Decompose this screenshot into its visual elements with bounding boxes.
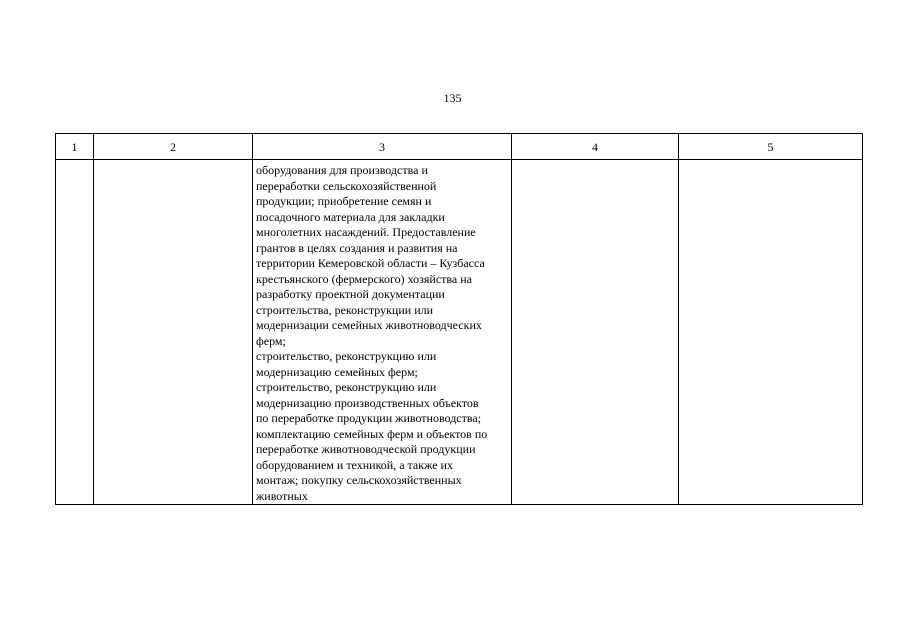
column-header-5: 5 xyxy=(679,134,863,160)
document-table xyxy=(55,133,863,505)
text-line: ферм; xyxy=(256,333,286,348)
text-line: продукции; приобретение семян и xyxy=(256,194,432,208)
table-cell-col1 xyxy=(56,160,94,505)
text-line: строительство, реконструкцию или xyxy=(256,380,437,394)
text-line: строительства, реконструкции или xyxy=(256,302,434,317)
text-line: грантов в целях создания и развития на xyxy=(256,240,458,255)
text-line: модернизацию производственных объектов xyxy=(256,395,479,410)
table-header-row xyxy=(56,134,863,160)
text-line: комплектацию семейных ферм и объектов по xyxy=(256,426,488,441)
column-header-1: 1 xyxy=(56,134,94,160)
text-line: монтаж; покупку сельскохозяйственных xyxy=(256,473,462,487)
text-line: переработке животноводческой продукции xyxy=(256,442,476,456)
text-line: крестьянского (фермерского) хозяйства на xyxy=(256,271,472,286)
text-line: разработку проектной документации xyxy=(256,287,445,301)
table-cell-col2 xyxy=(94,160,253,505)
table-row xyxy=(56,160,863,505)
text-line: переработки сельскохозяйственной xyxy=(256,178,437,193)
cell-text-block xyxy=(253,160,511,504)
text-line: оборудованием и техникой, а также их xyxy=(256,457,453,472)
text-line: оборудования для производства и xyxy=(256,163,428,177)
text-line: строительство, реконструкцию или xyxy=(256,349,437,363)
text-line: животных xyxy=(256,488,308,503)
table-cell-col4 xyxy=(512,160,679,505)
column-header-2: 2 xyxy=(94,134,253,160)
page-number: 135 xyxy=(443,91,462,105)
table-cell-col3 xyxy=(253,160,512,505)
table-cell-col5 xyxy=(679,160,863,505)
text-line: посадочного материала для закладки xyxy=(256,209,445,224)
text-line: территории Кемеровской области – Кузбасса xyxy=(256,256,485,270)
text-line: по переработке продукции животноводства; xyxy=(256,411,482,425)
text-line: модернизации семейных животноводческих xyxy=(256,318,482,332)
text-line: многолетних насаждений. Предоставление xyxy=(256,225,476,239)
column-header-4: 4 xyxy=(512,134,679,160)
text-line: модернизацию семейных ферм; xyxy=(256,364,418,379)
column-header-3: 3 xyxy=(253,134,512,160)
